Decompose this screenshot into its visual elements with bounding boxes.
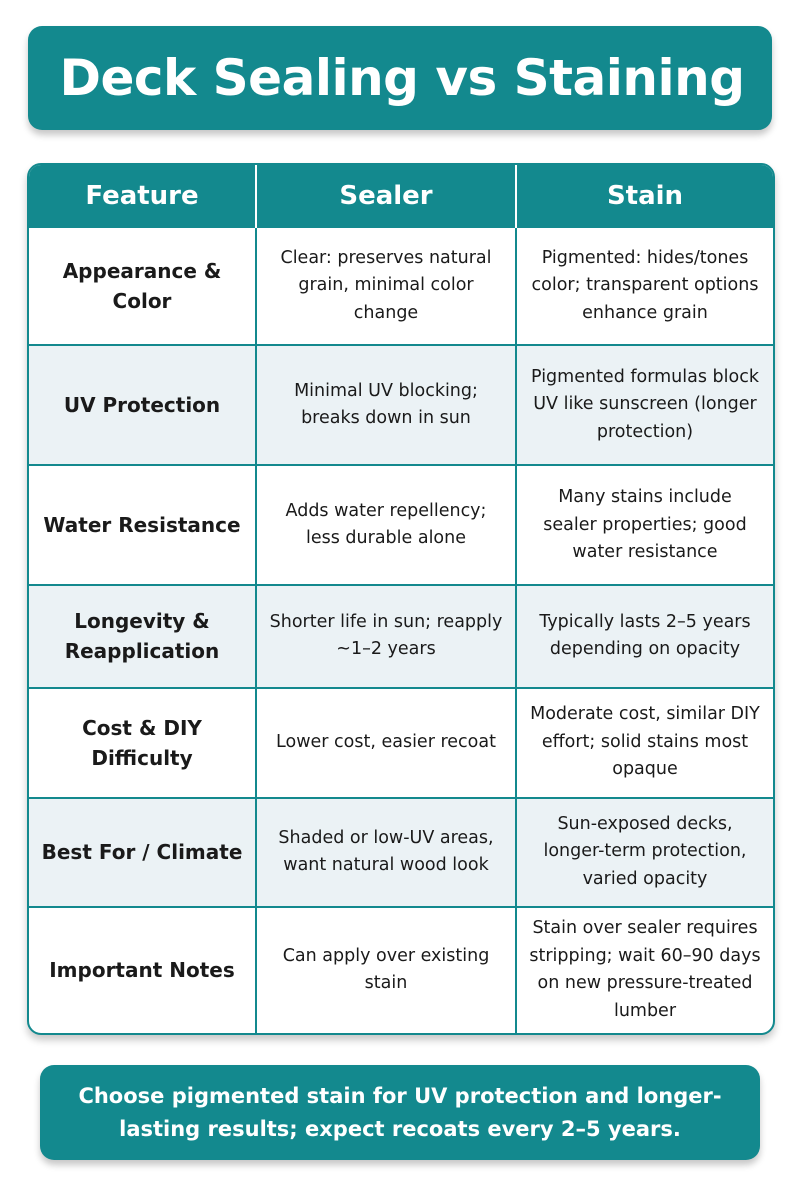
comparison-table-container <box>27 163 775 1035</box>
table-row <box>29 465 773 585</box>
sealer-cell: Clear: preserves natural grain, minimal color change <box>256 227 516 345</box>
feature-cell: Cost & DIY Difficulty <box>29 688 256 798</box>
stain-cell: Stain over sealer requires stripping; wait 60–90 days on new pressure-treated lumber <box>516 907 773 1033</box>
feature-cell: Best For / Climate <box>29 798 256 907</box>
stain-cell: Moderate cost, similar DIY effort; solid stains most opaque <box>516 688 773 798</box>
summary-banner <box>40 1065 760 1160</box>
feature-cell: Longevity & Reapplication <box>29 585 256 687</box>
header-sealer: Sealer <box>256 165 516 227</box>
stain-cell: Many stains include sealer properties; good water resistance <box>516 465 773 585</box>
table-row <box>29 907 773 1033</box>
summary-text: Choose pigmented stain for UV protection and longer-lasting results; expect recoats every 2–5 years. <box>78 1083 722 1141</box>
table-row <box>29 798 773 907</box>
feature-cell: Appearance & Color <box>29 227 256 345</box>
feature-cell: UV Protection <box>29 345 256 465</box>
stain-cell: Typically lasts 2–5 years depending on opacity <box>516 585 773 687</box>
title-banner <box>28 26 772 130</box>
sealer-cell: Adds water repellency; less durable alone <box>256 465 516 585</box>
page-title: Deck Sealing vs Staining <box>59 49 745 107</box>
stain-cell: Pigmented formulas block UV like sunscreen (longer protection) <box>516 345 773 465</box>
sealer-cell: Minimal UV blocking; breaks down in sun <box>256 345 516 465</box>
table-row <box>29 688 773 798</box>
feature-cell: Water Resistance <box>29 465 256 585</box>
header-stain: Stain <box>516 165 773 227</box>
table-row <box>29 227 773 345</box>
table-row <box>29 585 773 687</box>
sealer-cell: Lower cost, easier recoat <box>256 688 516 798</box>
table-row <box>29 345 773 465</box>
header-feature: Feature <box>29 165 256 227</box>
comparison-table <box>29 165 773 1033</box>
stain-cell: Pigmented: hides/tones color; transparent options enhance grain <box>516 227 773 345</box>
stain-cell: Sun-exposed decks, longer-term protection, varied opacity <box>516 798 773 907</box>
sealer-cell: Shorter life in sun; reapply ~1–2 years <box>256 585 516 687</box>
sealer-cell: Can apply over existing stain <box>256 907 516 1033</box>
table-header-row <box>29 165 773 227</box>
sealer-cell: Shaded or low-UV areas, want natural wood look <box>256 798 516 907</box>
feature-cell: Important Notes <box>29 907 256 1033</box>
